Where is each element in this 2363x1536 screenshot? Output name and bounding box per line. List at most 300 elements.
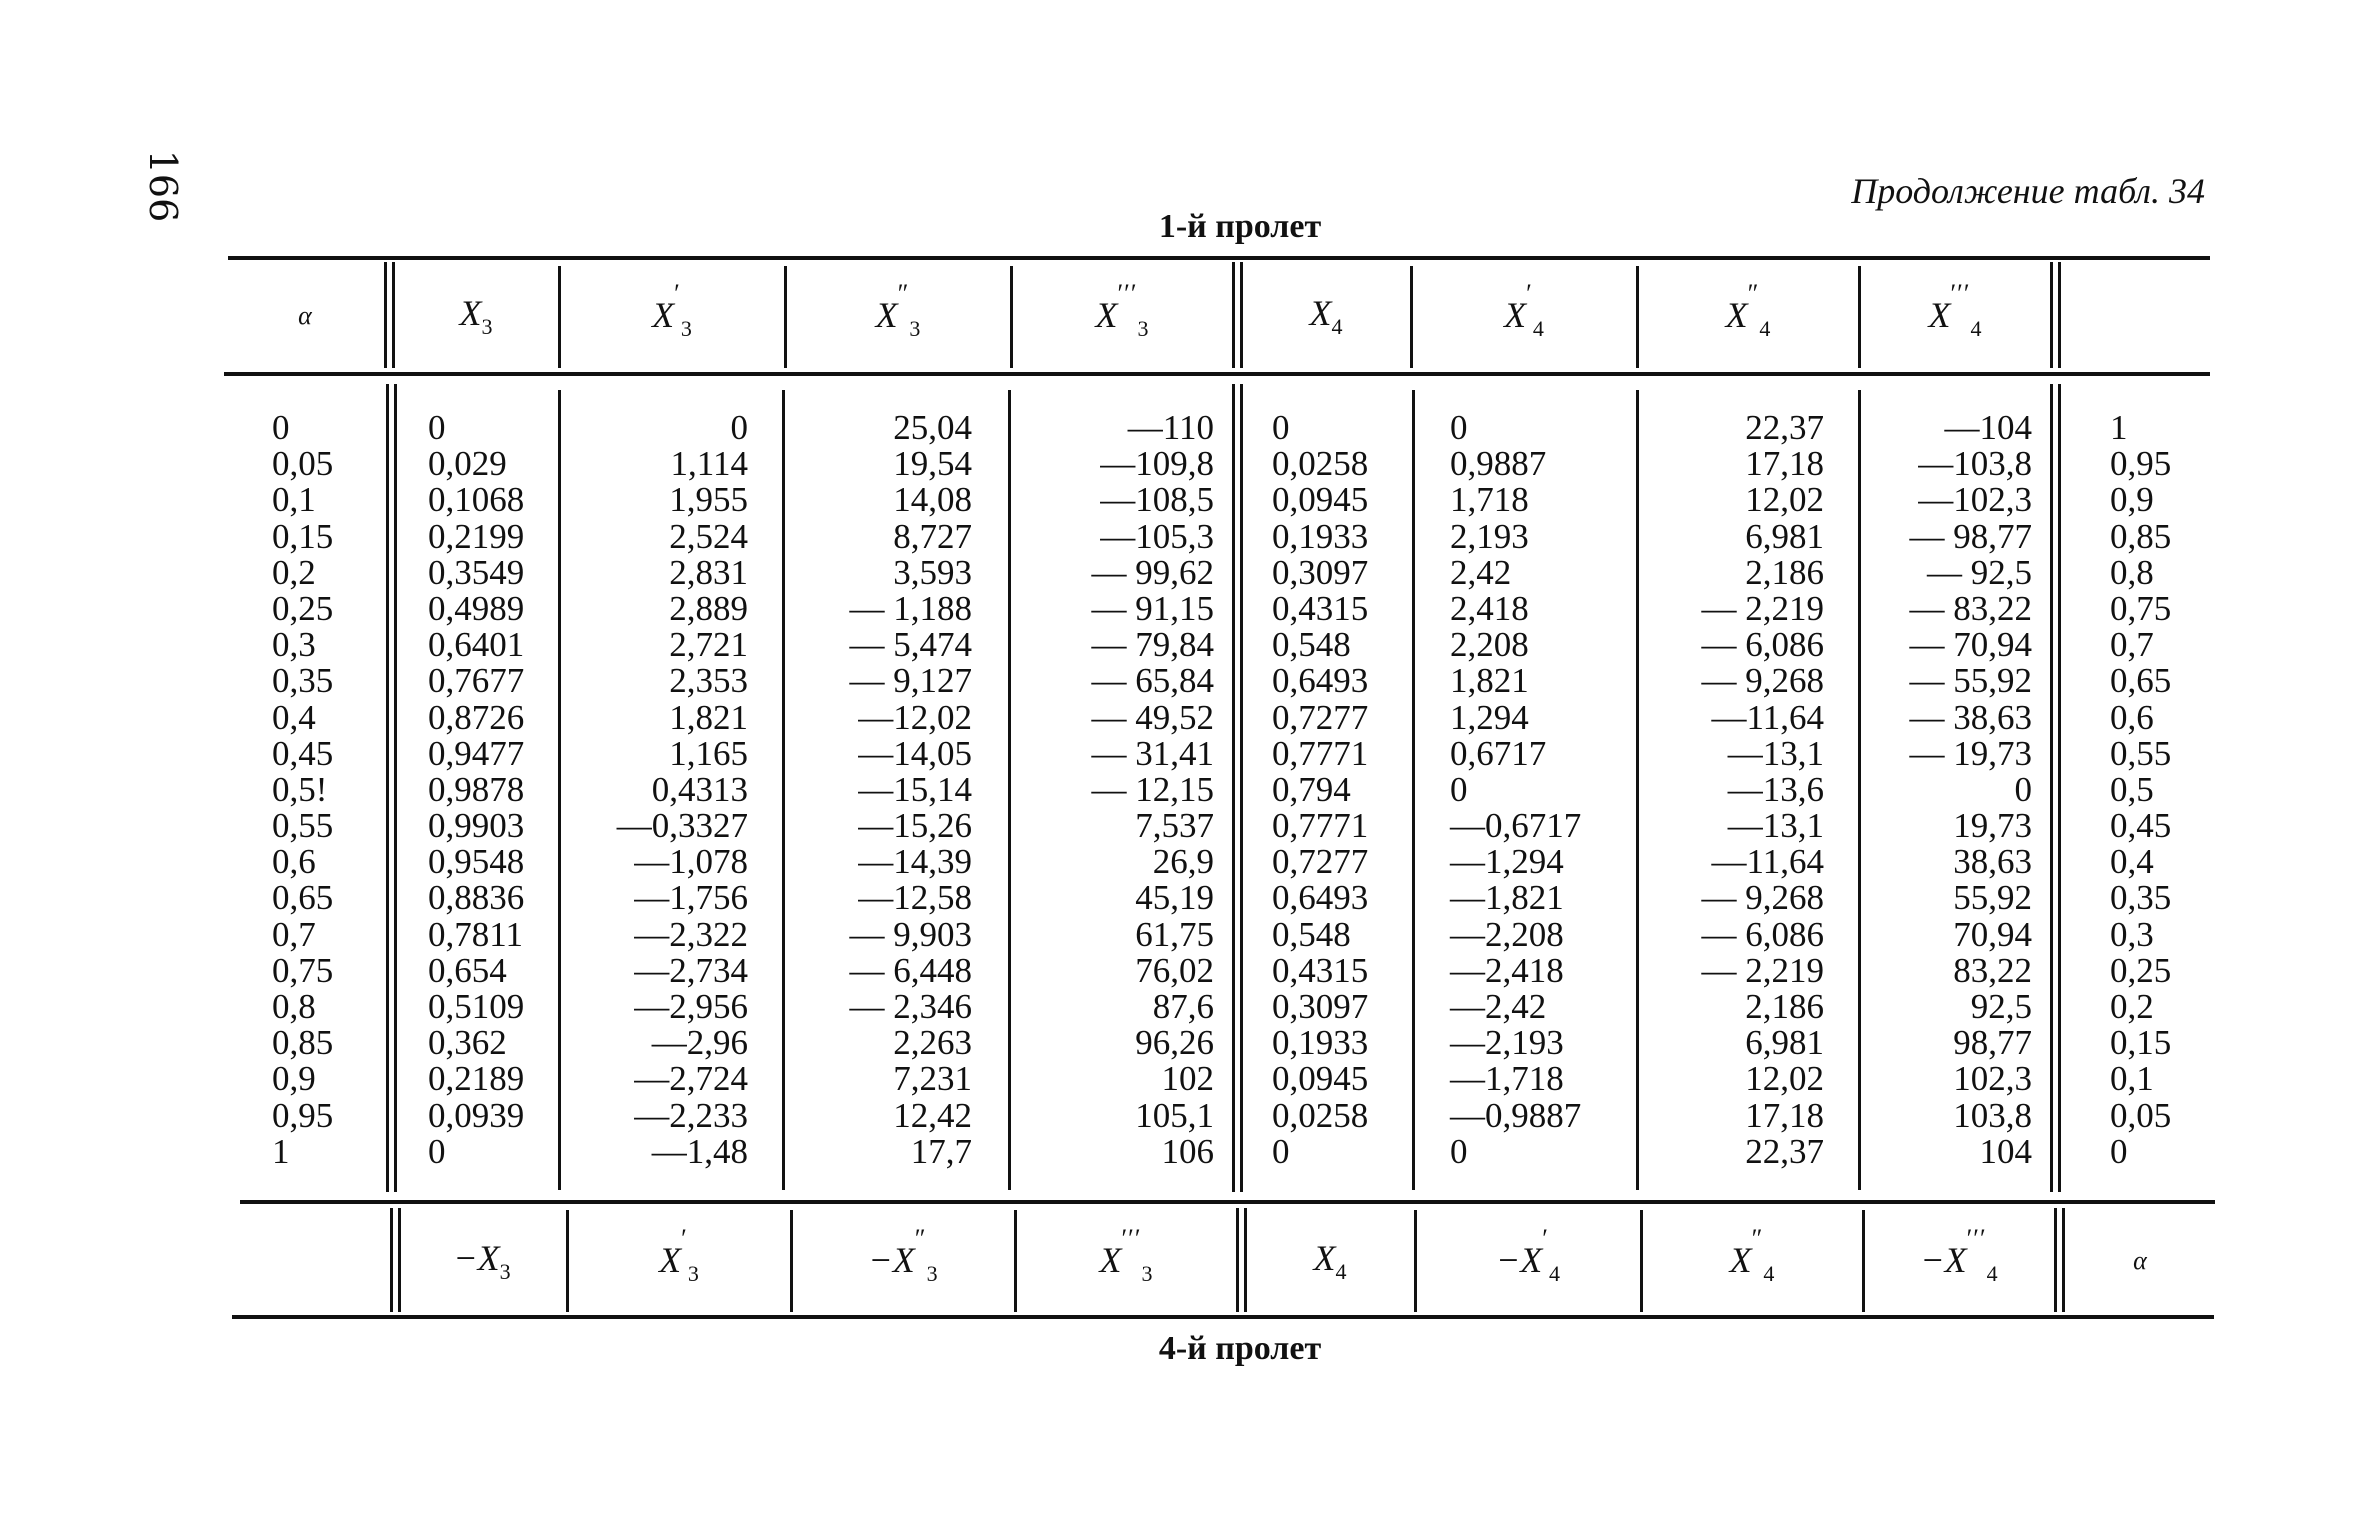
sym-base: X: [1944, 1239, 1967, 1280]
divider: [566, 1210, 569, 1312]
table-cell: —105,3: [1100, 516, 1214, 556]
neg-x3-symbol: [453, 1237, 510, 1285]
table-cell: —2,233: [634, 1095, 748, 1135]
sym-sign: −: [1920, 1239, 1945, 1280]
table-cell: 0,1: [272, 480, 316, 520]
divider: [1858, 390, 1861, 1190]
table-cell: 0,15: [2110, 1023, 2172, 1063]
table-cell: 2,42: [1450, 552, 1512, 592]
span-caption-bottom: 4-й пролет: [1158, 1330, 1322, 1367]
table-cell: 0,0258: [1272, 1095, 1369, 1135]
table-cell: — 9,268: [1701, 661, 1824, 701]
column-x3-double-prime: [790, 410, 972, 1170]
footer-neg-x4-prime: [1418, 1208, 1638, 1314]
table-cell: — 98,77: [1909, 516, 2032, 556]
table-cell: 0,2: [272, 552, 316, 592]
table-cell: 0,7: [2110, 625, 2154, 665]
table-cell: — 6,086: [1701, 914, 1824, 954]
table-bottom-rule: [232, 1315, 2214, 1319]
table-cell: 0,05: [2110, 1095, 2172, 1135]
table-cell: — 2,219: [1701, 950, 1824, 990]
table-cell: 0,6717: [1450, 733, 1547, 773]
table-cell: 0,8726: [428, 697, 525, 737]
table-cell: — 9,127: [849, 661, 972, 701]
table-cell: 1,718: [1450, 480, 1529, 520]
table-cell: 0,4315: [1272, 950, 1369, 990]
table-cell: 0,65: [272, 878, 334, 918]
table-cell: —1,078: [634, 842, 748, 882]
table-cell: 1,955: [669, 480, 748, 520]
table-cell: 2,193: [1450, 516, 1529, 556]
table-cell: —1,294: [1450, 842, 1564, 882]
divider: [558, 390, 561, 1190]
table-cell: 0,4: [2110, 842, 2154, 882]
sym-primes: ′′′: [1117, 278, 1138, 308]
sym-base: X: [477, 1238, 500, 1278]
table-cell: 0,95: [272, 1095, 334, 1135]
sym-primes: ′: [681, 1223, 688, 1253]
divider: [1010, 266, 1013, 368]
table-cell: 0,2189: [428, 1059, 525, 1099]
table-cell: 2,524: [669, 516, 748, 556]
table-cell: —0,3327: [616, 806, 748, 846]
table-cell: 96,26: [1135, 1023, 1214, 1063]
body-bottom-rule: [240, 1200, 2215, 1204]
table-cell: —2,956: [634, 987, 748, 1026]
table-cell: 0,6: [2110, 697, 2154, 737]
table-cell: 0,9: [2110, 480, 2154, 520]
table-cell: 0,9477: [428, 733, 525, 773]
table-cell: —102,3: [1918, 480, 2032, 520]
table-cell: —2,42: [1450, 987, 1547, 1026]
table-cell: 0: [2110, 1131, 2128, 1171]
x3-symbol: [460, 292, 493, 340]
table-cell: 0,1: [2110, 1059, 2154, 1099]
sym-primes: ″: [1747, 278, 1760, 308]
table-cell: 0,95: [2110, 444, 2172, 484]
table-cell: 0,548: [1272, 625, 1351, 665]
table-cell: —103,8: [1918, 444, 2032, 484]
table-cell: 0: [1450, 1131, 1468, 1171]
sym-sub: 4: [1986, 1260, 1998, 1286]
table-cell: 19,73: [1953, 806, 2032, 846]
table-cell: 0,548: [1272, 914, 1351, 954]
table-cell: 0,35: [2110, 878, 2172, 918]
footer-alpha-text: α: [2133, 1246, 2147, 1275]
table-cell: —11,64: [1711, 697, 1824, 737]
table-cell: 0,5: [2110, 769, 2154, 809]
table-cell: 0,4989: [428, 588, 525, 628]
table-cell: 0,794: [1272, 769, 1351, 809]
sym-sign: −: [1496, 1239, 1521, 1280]
table-cell: 2,721: [669, 625, 748, 665]
footer-x3-prime: [570, 1208, 788, 1314]
header-alpha: [230, 262, 380, 370]
table-cell: 0,85: [272, 1023, 334, 1063]
table-cell: —2,96: [651, 1023, 748, 1063]
table-cell: — 6,086: [1701, 625, 1824, 665]
table-cell: — 55,92: [1909, 661, 2032, 701]
table-cell: 106: [1161, 1131, 1214, 1171]
table-cell: 0,35: [272, 661, 334, 701]
divider: [386, 384, 389, 1192]
table-cell: 0,029: [428, 444, 507, 484]
table-cell: 0,7771: [1272, 806, 1369, 846]
table-cell: 0,3: [272, 625, 316, 665]
divider: [2050, 384, 2053, 1192]
table-cell: 0,85: [2110, 516, 2172, 556]
table-cell: —0,9887: [1450, 1095, 1582, 1135]
table-cell: 2,186: [1745, 552, 1824, 592]
table-cell: 76,02: [1135, 950, 1214, 990]
divider: [782, 390, 785, 1190]
sym-base: X: [1309, 293, 1332, 333]
table-cell: —2,193: [1450, 1023, 1564, 1063]
footer-alpha: [2066, 1208, 2214, 1314]
table-cell: 0,2199: [428, 516, 525, 556]
table-cell: 14,08: [893, 480, 972, 520]
table-cell: 6,981: [1745, 516, 1824, 556]
table-cell: — 1,188: [849, 588, 972, 628]
neg-x4-triple-prime-symbol: [1920, 1223, 1998, 1287]
table-cell: 1,821: [669, 697, 748, 737]
table-cell: — 9,903: [849, 914, 972, 954]
sym-base: X: [659, 1239, 682, 1280]
sym-base: X: [1504, 294, 1527, 335]
table-cell: 0,75: [2110, 588, 2172, 628]
table-cell: 12,02: [1745, 480, 1824, 520]
table-cell: 45,19: [1135, 878, 1214, 918]
table-cell: — 70,94: [1909, 625, 2032, 665]
column-x4-prime: [1450, 410, 1634, 1170]
divider: [1640, 1210, 1643, 1312]
header-x3-double-prime: [788, 262, 1008, 370]
table-cell: —2,418: [1450, 950, 1564, 990]
divider: [390, 1208, 393, 1312]
column-x3: [428, 410, 556, 1170]
table-cell: 0,7677: [428, 661, 525, 701]
header-x4: [1244, 262, 1408, 370]
table-cell: 0,654: [428, 950, 507, 990]
column-x3-prime: [566, 410, 748, 1170]
sym-sign: −: [868, 1239, 893, 1280]
sym-primes: ″: [1751, 1223, 1764, 1253]
column-x4-triple-prime: [1866, 410, 2032, 1170]
table-cell: —1,756: [634, 878, 748, 918]
table-cell: 55,92: [1953, 878, 2032, 918]
table-cell: — 38,63: [1909, 697, 2032, 737]
sym-sub: 3: [481, 314, 493, 339]
table-cell: — 6,448: [849, 950, 972, 990]
column-x4: [1272, 410, 1408, 1170]
table-cell: —14,05: [858, 733, 972, 773]
table-cell: 0,7277: [1272, 842, 1369, 882]
divider: [1232, 262, 1235, 368]
table-cell: 0,9878: [428, 769, 525, 809]
divider: [1236, 1208, 1239, 1312]
table-cell: 8,727: [893, 516, 972, 556]
table-cell: —1,48: [651, 1131, 748, 1171]
table-top-rule: [228, 256, 2210, 260]
table-cell: 1,294: [1450, 697, 1529, 737]
table-cell: 0,7811: [428, 914, 523, 954]
table-cell: 0,362: [428, 1023, 507, 1063]
sym-sub: 3: [499, 1259, 511, 1284]
x3-triple-prime-symbol: [1099, 1223, 1153, 1287]
table-cell: 25,04: [893, 408, 972, 447]
table-cell: 92,5: [1970, 987, 2032, 1026]
table-cell: 26,9: [1152, 842, 1214, 882]
table-cell: 17,7: [910, 1131, 972, 1171]
table-cell: 0,15: [272, 516, 334, 556]
header-x4-double-prime: [1640, 262, 1856, 370]
table-cell: 1: [272, 1131, 290, 1171]
sym-sub: 4: [1970, 315, 1982, 341]
page-number: 166: [141, 149, 185, 223]
table-cell: 2,208: [1450, 625, 1529, 665]
sym-primes: ′: [1526, 278, 1533, 308]
table-cell: 70,94: [1953, 914, 2032, 954]
divider: [1412, 390, 1415, 1190]
table-cell: 0,05: [272, 444, 334, 484]
divider: [384, 262, 387, 368]
table-cell: 0,0258: [1272, 444, 1369, 484]
sym-sub: 4: [1548, 1260, 1560, 1286]
table-cell: —2,208: [1450, 914, 1564, 954]
table-cell: 0,3097: [1272, 552, 1369, 592]
table-cell: 102: [1161, 1059, 1214, 1099]
header-alpha-text: α: [298, 301, 312, 330]
header-bottom-rule: [224, 372, 2210, 376]
table-cell: 0,2: [2110, 987, 2154, 1026]
header-x3-triple-prime: [1014, 262, 1230, 370]
table-cell: 7,231: [893, 1059, 972, 1099]
table-cell: —110: [1127, 408, 1214, 447]
table-cell: 98,77: [1953, 1023, 2032, 1063]
sym-base: X: [892, 1239, 915, 1280]
table-cell: 0,25: [272, 588, 334, 628]
x4-symbol: [1314, 1237, 1347, 1285]
table-cell: 0,0945: [1272, 1059, 1369, 1099]
sym-base: X: [875, 294, 898, 335]
sym-sub: 3: [926, 1260, 938, 1286]
table-cell: 0,3: [2110, 914, 2154, 954]
sym-primes: ′′′: [1966, 1223, 1987, 1253]
sym-base: X: [1729, 1239, 1752, 1280]
sym-sub: 4: [1759, 315, 1771, 341]
sym-base: X: [1520, 1239, 1543, 1280]
table-cell: 1,165: [669, 733, 748, 773]
x4-double-prime-symbol: [1729, 1223, 1775, 1287]
table-cell: —2,724: [634, 1059, 748, 1099]
table-cell: 102,3: [1953, 1059, 2032, 1099]
table-cell: 38,63: [1953, 842, 2032, 882]
divider: [790, 1210, 793, 1312]
table-cell: 0: [1272, 408, 1290, 447]
table-cell: 0,8: [2110, 552, 2154, 592]
sym-base: X: [459, 293, 482, 333]
neg-x4-prime-symbol: [1496, 1223, 1560, 1287]
sym-sub: 3: [1141, 1260, 1153, 1286]
divider: [1862, 1210, 1865, 1312]
table-cell: 0,0939: [428, 1095, 525, 1135]
table-cell: 2,263: [893, 1023, 972, 1063]
divider: [1636, 390, 1639, 1190]
column-alpha: [272, 410, 382, 1170]
table-cell: 2,831: [669, 552, 748, 592]
table-cell: 0,25: [2110, 950, 2172, 990]
sym-sub: 4: [1335, 1259, 1347, 1284]
sym-base: X: [1928, 294, 1951, 335]
table-cell: 0: [1450, 769, 1468, 809]
table-cell: 22,37: [1745, 1131, 1824, 1171]
sym-primes: ″: [897, 278, 910, 308]
table-cell: 17,18: [1745, 1095, 1824, 1135]
divider: [1636, 266, 1639, 368]
sym-sub: 3: [1137, 315, 1149, 341]
table-cell: 0,3097: [1272, 987, 1369, 1026]
footer-neg-x3: [400, 1208, 564, 1314]
table-cell: 6,981: [1745, 1023, 1824, 1063]
table-cell: —1,718: [1450, 1059, 1564, 1099]
table-cell: 12,02: [1745, 1059, 1824, 1099]
table-cell: 0,45: [272, 733, 334, 773]
table-cell: 17,18: [1745, 444, 1824, 484]
table-cell: 87,6: [1152, 987, 1214, 1026]
table-cell: 0,1933: [1272, 516, 1369, 556]
table-cell: —2,734: [634, 950, 748, 990]
sym-base: X: [1095, 294, 1118, 335]
table-cell: —13,1: [1727, 806, 1824, 846]
divider: [558, 266, 561, 368]
table-cell: — 19,73: [1909, 733, 2032, 773]
table-cell: — 92,5: [1927, 552, 2032, 592]
table-cell: 0,7277: [1272, 697, 1369, 737]
table-cell: 0,9887: [1450, 444, 1547, 484]
sym-base: X: [1725, 294, 1748, 335]
table-cell: 61,75: [1135, 914, 1214, 954]
divider: [1858, 266, 1861, 368]
table-cell: 22,37: [1745, 408, 1824, 447]
divider: [1414, 1210, 1417, 1312]
sym-base: X: [1099, 1239, 1122, 1280]
table-cell: — 83,22: [1909, 588, 2032, 628]
column-alpha-reversed: [2110, 410, 2210, 1170]
x3-double-prime-symbol: [875, 278, 921, 342]
divider: [2054, 1208, 2057, 1312]
footer-x4: [1248, 1208, 1412, 1314]
table-cell: 0,9903: [428, 806, 525, 846]
table-cell: 0,6493: [1272, 661, 1369, 701]
x4-double-prime-symbol: [1725, 278, 1771, 342]
sym-primes: ′: [1542, 1223, 1549, 1253]
sym-primes: ′: [674, 278, 681, 308]
table-cell: 3,593: [893, 552, 972, 592]
sym-sub: 3: [680, 315, 692, 341]
sym-primes: ′′′: [1121, 1223, 1142, 1253]
divider: [2050, 262, 2053, 368]
footer-neg-x4-triple-prime: [1866, 1208, 2052, 1314]
table-cell: — 2,346: [849, 987, 972, 1026]
table-cell: — 91,15: [1091, 588, 1214, 628]
table-cell: 0,45: [2110, 806, 2172, 846]
header-x3-prime: [562, 262, 782, 370]
divider: [1232, 384, 1235, 1192]
x4-prime-symbol: [1504, 278, 1544, 342]
table-cell: —104: [1944, 408, 2032, 447]
divider: [784, 266, 787, 368]
table-cell: 0: [1272, 1131, 1290, 1171]
table-cell: 0,5109: [428, 987, 525, 1026]
column-x3-triple-prime: [1018, 410, 1214, 1170]
divider: [1008, 390, 1011, 1190]
table-cell: 2,418: [1450, 588, 1529, 628]
table-cell: — 12,15: [1091, 769, 1214, 809]
table-cell: 0,1068: [428, 480, 525, 520]
table-cell: 2,353: [669, 661, 748, 701]
table-continuation-label: Продолжение табл. 34: [1851, 171, 2205, 211]
sym-base: X: [652, 294, 675, 335]
table-cell: — 31,41: [1091, 733, 1214, 773]
table-cell: — 99,62: [1091, 552, 1214, 592]
table-cell: 2,186: [1745, 987, 1824, 1026]
table-cell: 0,6: [272, 842, 316, 882]
table-cell: —15,14: [858, 769, 972, 809]
table-cell: —11,64: [1711, 842, 1824, 882]
sym-sub: 4: [1763, 1260, 1775, 1286]
divider: [1014, 1210, 1017, 1312]
table-cell: —108,5: [1100, 480, 1214, 520]
header-x4-prime: [1414, 262, 1634, 370]
table-cell: —15,26: [858, 806, 972, 846]
table-cell: 0,65: [2110, 661, 2172, 701]
header-x3: [396, 262, 556, 370]
table-cell: — 49,52: [1091, 697, 1214, 737]
divider: [1410, 266, 1413, 368]
table-cell: 0,0945: [1272, 480, 1369, 520]
footer-x4-double-prime: [1644, 1208, 1860, 1314]
table-cell: 0,8: [272, 987, 316, 1026]
footer-x3-triple-prime: [1018, 1208, 1234, 1314]
table-cell: —13,1: [1727, 733, 1824, 773]
table-cell: 0: [272, 408, 290, 447]
x3-prime-symbol: [652, 278, 692, 342]
table-cell: 0,55: [272, 806, 334, 846]
sym-primes: ′′′: [1950, 278, 1971, 308]
sym-base: X: [1313, 1238, 1336, 1278]
table-cell: —14,39: [858, 842, 972, 882]
table-cell: 0,1933: [1272, 1023, 1369, 1063]
table-cell: 12,42: [893, 1095, 972, 1135]
x4-symbol: [1310, 292, 1343, 340]
table-cell: 0: [428, 1131, 446, 1171]
table-cell: 0,4313: [651, 769, 748, 809]
table-cell: 0,9548: [428, 842, 525, 882]
table-cell: 0,7: [272, 914, 316, 954]
table-cell: — 79,84: [1091, 625, 1214, 665]
table-cell: 7,537: [1135, 806, 1214, 846]
span-caption-top: 1-й пролет: [1158, 208, 1322, 245]
table-cell: —109,8: [1100, 444, 1214, 484]
table-cell: 0: [428, 408, 446, 447]
table-cell: —12,02: [858, 697, 972, 737]
x3-prime-symbol: [659, 1223, 699, 1287]
table-cell: 0,3549: [428, 552, 525, 592]
table-cell: 0,6401: [428, 625, 525, 665]
x3-triple-prime-symbol: [1095, 278, 1149, 342]
table-cell: 105,1: [1135, 1095, 1214, 1135]
table-cell: — 2,219: [1701, 588, 1824, 628]
